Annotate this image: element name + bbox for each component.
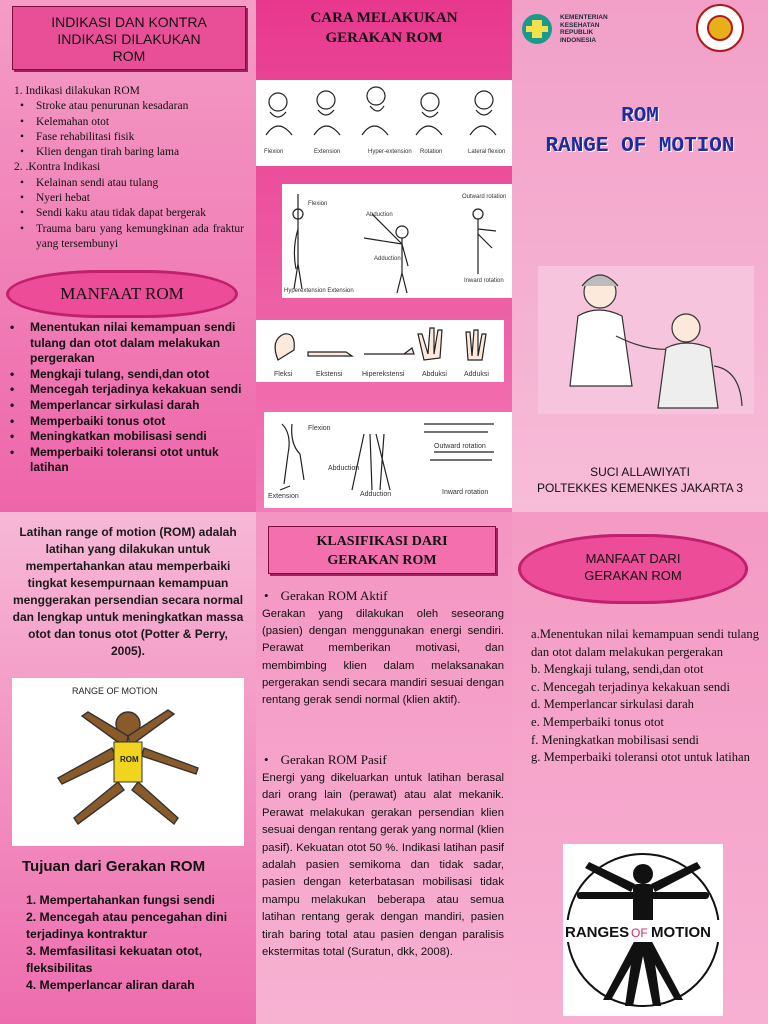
kontra-list bbox=[18, 176, 244, 252]
logo-word-ranges: RANGES bbox=[565, 924, 630, 941]
leg-movement-image bbox=[264, 412, 512, 508]
list-item: 4. Memperlancar aliran darah bbox=[26, 978, 195, 992]
list-item: 1. Mempertahankan fungsi sendi bbox=[26, 893, 215, 907]
rom-figure-svg bbox=[12, 678, 244, 846]
author-block bbox=[512, 464, 768, 496]
neck-label: Extension bbox=[314, 149, 341, 155]
manfaat-rom-list bbox=[8, 320, 248, 476]
manfaat-rom-title: MANFAAT ROM bbox=[60, 284, 184, 303]
manfaat-dari-title-line1: MANFAAT DARI bbox=[585, 551, 681, 566]
tujuan-title: Tujuan dari Gerakan ROM bbox=[22, 858, 206, 875]
panel-manfaat-dari bbox=[512, 512, 768, 1024]
list-item: • Memperlancar sirkulasi darah bbox=[8, 398, 248, 414]
list-item: • Menentukan nilai kemampuan sendi tulang dan otot dalam melakukan pergerakan bbox=[8, 320, 248, 367]
klasifikasi-title-line1: KLASIFIKASI DARI bbox=[316, 534, 448, 549]
list-item: • Nyeri hebat bbox=[18, 191, 244, 206]
list-item: • Sendi kaku atau tidak dapat bergerak bbox=[18, 206, 244, 221]
leg-label: Adduction bbox=[360, 491, 392, 498]
leg-label: Outward rotation bbox=[434, 443, 486, 450]
neck-label: Rotation bbox=[420, 149, 443, 155]
logo-word-motion: MOTION bbox=[651, 924, 711, 941]
list-item: c. Mencegah terjadinya kekakuan sendi bbox=[531, 679, 730, 694]
arm-label: Outward rotation bbox=[462, 194, 507, 200]
leg-figures-svg bbox=[264, 412, 512, 508]
klasifikasi-title-line2: GERAKAN ROM bbox=[327, 553, 437, 568]
hand-movement-image bbox=[256, 320, 504, 382]
leg-label: Inward rotation bbox=[442, 489, 489, 496]
list-item: d. Memperlancar sirkulasi darah bbox=[531, 697, 694, 712]
logo-word-of: OF bbox=[631, 926, 648, 940]
range-of-motion-illustration bbox=[12, 678, 244, 846]
tujuan-list bbox=[26, 892, 238, 994]
rom-intro-text: Latihan range of motion (ROM) adalah latihan yang dilakukan untuk mempertahankan atau memperbaiki tingkat kesempurnaan kemampuan menggerakan persendian secara normal dan lengkap untuk meningkatkan massa otot dan tonus otot (Potter & Perry, 2005). bbox=[12, 525, 244, 658]
aktif-heading-text: Gerakan ROM Aktif bbox=[280, 588, 388, 603]
panel-cara-melakukan bbox=[256, 0, 512, 512]
indikasi-title-banner bbox=[12, 6, 246, 70]
list-item: • Mencegah terjadinya kekakuan sendi bbox=[8, 382, 248, 398]
nurse-patient-image bbox=[538, 266, 754, 414]
manfaat-dari-cloud bbox=[518, 534, 748, 604]
arm-movement-image bbox=[282, 184, 512, 298]
arm-label: Flexion bbox=[308, 201, 328, 207]
list-item: • Memperbaiki tonus otot bbox=[8, 414, 248, 430]
indikasi-title-line2: INDIKASI DILAKUKAN bbox=[57, 31, 201, 47]
indikasi-title-line1: INDIKASI DAN KONTRA bbox=[51, 14, 207, 30]
hand-figures-svg bbox=[256, 320, 504, 382]
list-item: 2. Mencegah atau pencegahan dini terjadinya kontraktur bbox=[26, 910, 228, 941]
panel-indikasi bbox=[0, 0, 256, 512]
klasifikasi-title-banner bbox=[268, 526, 496, 574]
hand-label: Ekstensi bbox=[316, 371, 343, 378]
ministry-line: KEMENTERIAN bbox=[560, 14, 608, 21]
arm-label: Inward rotation bbox=[464, 278, 504, 284]
arm-label: Adduction bbox=[374, 256, 401, 262]
list-item: • Fase rehabilitasi fisik bbox=[18, 130, 244, 145]
hand-label: Fleksi bbox=[274, 371, 293, 378]
list-item: • Mengkaji tulang, sendi,dan otot bbox=[8, 367, 248, 383]
neck-label: Hyper-extension bbox=[368, 149, 412, 155]
hand-label: Hiperekstensi bbox=[362, 371, 405, 378]
list-item: 3. Memfasilitasi kekuatan otot, fleksibilitas bbox=[26, 944, 203, 975]
leg-label: Flexion bbox=[308, 425, 331, 432]
kemenkes-logo bbox=[520, 10, 630, 50]
list-item: • Stroke atau penurunan kesadaran bbox=[18, 99, 244, 114]
arm-label: Hyperextension Extension bbox=[284, 288, 354, 294]
pasif-heading-text: Gerakan ROM Pasif bbox=[280, 752, 387, 767]
manfaat-dari-list bbox=[531, 626, 759, 767]
neck-figures-svg bbox=[256, 80, 512, 166]
ministry-line: REPUBLIK bbox=[560, 29, 594, 36]
list-item: • Memperbaiki toleransi otot untuk latihan bbox=[8, 445, 248, 476]
cara-title bbox=[256, 8, 512, 48]
panel-cover bbox=[512, 0, 768, 512]
neck-label: Lateral flexion bbox=[468, 149, 506, 155]
leg-label: Extension bbox=[268, 493, 299, 500]
list-item: a.Menentukan nilai kemampuan sendi tulang dan otot dalam melakukan pergerakan bbox=[531, 627, 759, 659]
manfaat-dari-title-line2: GERAKAN ROM bbox=[584, 568, 682, 583]
leg-label: Abduction bbox=[328, 465, 360, 472]
list-item: e. Memperbaiki tonus otot bbox=[531, 714, 664, 729]
indikasi-heading: 1. Indikasi dilakukan ROM bbox=[14, 85, 140, 97]
aktif-paragraph: Gerakan yang dilakukan oleh seseorang (pasien) dengan menggunakan energi sendiri. Perawat memberikan motivasi, dan membimbing klien dalam melaksanakan pergerakan sendi secara mandiri sesuai dengan rentang gerak sendi normal (klien aktif). bbox=[262, 608, 504, 707]
author-name: SUCI ALLAWIYATI bbox=[590, 465, 690, 479]
ministry-line: INDONESIA bbox=[560, 36, 597, 44]
list-item: • Meningkatkan mobilisasi sendi bbox=[8, 429, 248, 445]
panel-klasifikasi bbox=[256, 512, 512, 1024]
list-item: • Trauma baru yang kemungkinan ada fraktur yang tersembunyi bbox=[18, 222, 244, 253]
ministry-text bbox=[560, 14, 608, 44]
illustration-title: RANGE OF MOTION bbox=[72, 686, 158, 696]
hand-label: Abduksi bbox=[422, 371, 447, 378]
cover-title-line1: ROM bbox=[621, 105, 659, 128]
list-item: • Kelemahan otot bbox=[18, 115, 244, 130]
nurse-patient-svg bbox=[538, 266, 754, 414]
cara-title-line1: CARA MELAKUKAN bbox=[310, 10, 458, 26]
manfaat-rom-cloud bbox=[6, 270, 238, 318]
author-institution: POLTEKKES KEMENKES JAKARTA 3 bbox=[536, 481, 744, 495]
indikasi-section bbox=[14, 84, 244, 252]
cara-title-line2: GERAKAN ROM bbox=[325, 30, 443, 46]
list-item: • Klien dengan tirah baring lama bbox=[18, 145, 244, 160]
neck-movement-image bbox=[256, 80, 512, 166]
ministry-line: KESEHATAN bbox=[560, 21, 600, 29]
pasif-heading: • Gerakan ROM Pasif bbox=[264, 752, 387, 767]
indikasi-list bbox=[18, 99, 244, 160]
cover-title bbox=[512, 104, 768, 164]
list-item: g. Memperbaiki toleransi otot untuk latihan bbox=[531, 750, 750, 765]
kemenkes-icon bbox=[520, 10, 554, 48]
hand-label: Adduksi bbox=[464, 371, 489, 378]
neck-label: Flexion bbox=[264, 149, 284, 155]
poltekkes-seal bbox=[696, 4, 744, 52]
arm-figures-svg bbox=[282, 184, 512, 298]
aktif-heading: • Gerakan ROM Aktif bbox=[264, 588, 388, 603]
pasif-paragraph: Energi yang dikeluarkan untuk latihan berasal dari orang lain (perawat) atau alat mekanik. Perawat melakukan gerakan persendian klien sesuai dengan rentang gerak yang normal (klien pasif). Kekuatan otot 50 %. Indikasi latihan pasif adalah pasien semikoma dan tidak sadar, pasien dengan keterbatasan mobilisasi tidak mampu melakukan beberapa atau semua latihan rentang gerak dengan mandiri, pasien tirah baring total atau pasien dengan paralisis ekstermitas total (Suratun, dkk, 2008). bbox=[262, 772, 504, 959]
list-item: b. Mengkaji tulang, sendi,dan otot bbox=[531, 662, 704, 677]
list-item: f. Meningkatkan mobilisasi sendi bbox=[531, 732, 699, 747]
arm-label: Abduction bbox=[366, 212, 393, 218]
kontra-heading: 2. .Kontra Indikasi bbox=[14, 161, 101, 174]
ranges-of-motion-logo bbox=[563, 844, 723, 1016]
list-item: • Kelainan sendi atau tulang bbox=[18, 176, 244, 191]
panel-pengertian bbox=[0, 512, 256, 1024]
indikasi-title-line3: ROM bbox=[112, 48, 146, 64]
vitruvian-figure-svg bbox=[563, 844, 723, 1016]
cover-title-line2: RANGE OF MOTION bbox=[545, 135, 735, 158]
shirt-label: ROM bbox=[120, 755, 139, 764]
